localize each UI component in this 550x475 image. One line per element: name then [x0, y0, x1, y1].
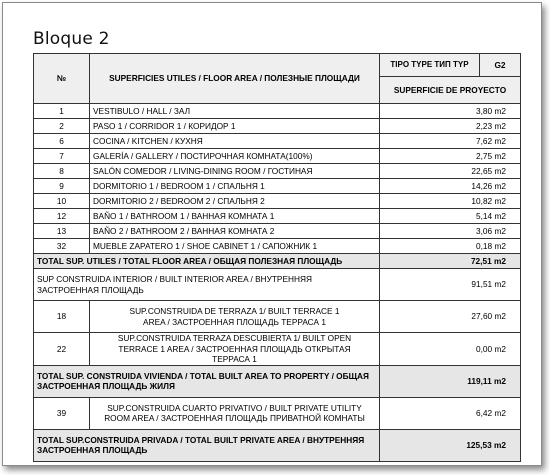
open-terrace-row [34, 333, 521, 366]
row-value: 5,14 m2 [380, 209, 521, 224]
row-number: 32 [34, 239, 90, 254]
private-utility-label: SUP.CONSTRUIDA CUARTO PRIVATIVO / BUILT PRIVATE UTILITY ROOM AREA / ЗАСТРОЕННАЯ ПЛОЩАДЬ ПРИВАТНОЙ КОМНАТЫ [90, 397, 380, 429]
row-name: PASO 1 / CORRIDOR 1 / КОРИДОР 1 [90, 119, 380, 134]
row-value: 3,06 m2 [380, 224, 521, 239]
terrace-row [34, 301, 521, 333]
row-value: 2,23 m2 [380, 119, 521, 134]
table-row [34, 119, 521, 134]
row-name: COCINA / KITCHEN / КУХНЯ [90, 134, 380, 149]
header-area: SUPERFICIES UTILES / FLOOR AREA / ПОЛЕЗНЫЕ ПЛОЩАДИ [90, 54, 380, 104]
block-title: Bloque 2 [33, 29, 110, 49]
total-built-private-label: TOTAL SUP.CONSTRUIDA PRIVADA / TOTAL BUILT PRIVATE AREA / ВНУТРЕННЯЯ ЗАСТРОЕННАЯ ПЛОЩАДЬ [34, 429, 380, 461]
table-row [34, 209, 521, 224]
row-number: 8 [34, 164, 90, 179]
row-number: 6 [34, 134, 90, 149]
row-name: BAÑO 1 / BATHROOM 1 / ВАННАЯ КОМНАТА 1 [90, 209, 380, 224]
row-name: DORMITORIO 2 / BEDROOM 2 / СПАЛЬНЯ 2 [90, 194, 380, 209]
row-number: 9 [34, 179, 90, 194]
table-row [34, 224, 521, 239]
private-utility-number: 39 [34, 397, 90, 429]
built-interior-row [34, 269, 521, 301]
row-number: 12 [34, 209, 90, 224]
row-name: MUEBLE ZAPATERO 1 / SHOE CABINET 1 / САПОЖНИК 1 [90, 239, 380, 254]
open-terrace-value: 0,00 m2 [380, 333, 521, 366]
header-type-label: TIPO TYPE ТИП TYP [380, 54, 480, 77]
row-name: DORMITORIO 1 / BEDROOM 1 / СПАЛЬНЯ 1 [90, 179, 380, 194]
row-value: 3,80 m2 [380, 104, 521, 119]
header-type-value: G2 [480, 54, 521, 77]
row-number: 2 [34, 119, 90, 134]
table-row [34, 104, 521, 119]
total-built-property-value: 119,11 m2 [380, 365, 521, 397]
private-utility-value: 6,42 m2 [380, 397, 521, 429]
table-row [34, 194, 521, 209]
built-interior-value: 91,51 m2 [380, 269, 521, 301]
header-number: № [34, 54, 90, 104]
terrace-label: SUP.CONSTRUIDA DE TERRAZA 1/ BUILT TERRACE 1 AREA / ЗАСТРОЕННАЯ ПЛОЩАДЬ ТЕРРАСА 1 [90, 301, 380, 333]
total-built-private-value: 125,53 m2 [380, 429, 521, 461]
row-name: SALÓN COMEDOR / LIVING-DINING ROOM / ГОСТИНАЯ [90, 164, 380, 179]
row-name: GALERÍA / GALLERY / ПОСТИРОЧНАЯ КОМНАТА(100%) [90, 149, 380, 164]
table-header-row [34, 54, 521, 77]
table-row [34, 179, 521, 194]
row-value: 2,75 m2 [380, 149, 521, 164]
total-built-property-row [34, 365, 521, 397]
total-built-property-label: TOTAL SUP. CONSTRUIDA VIVIENDA / TOTAL BUILT AREA TO PROPERTY / ОБЩАЯ ЗАСТРОЕННАЯ ПЛОЩАДЬ ЖИЛЯ [34, 365, 380, 397]
total-built-private-row [34, 429, 521, 461]
open-terrace-label: SUP.CONSTRUIDA TERRAZA DESCUBIERTA 1/ BUILT OPEN TERRACE 1 AREA / ЗАСТРОЕННАЯ ПЛОЩАДЬ ОТКРЫТАЯ ТЕРРАСА 1 [90, 333, 380, 366]
total-floor-area-value: 72,51 m2 [380, 254, 521, 269]
total-floor-area-row [34, 254, 521, 269]
row-value: 22,65 m2 [380, 164, 521, 179]
table-row [34, 149, 521, 164]
row-name: BAÑO 2 / BATHROOM 2 / ВАННАЯ КОМНАТА 2 [90, 224, 380, 239]
built-interior-label: SUP CONSTRUIDA INTERIOR / BUILT INTERIOR AREA / ВНУТРЕННЯЯ ЗАСТРОЕННАЯ ПЛОЩАДЬ [34, 269, 380, 301]
row-number: 10 [34, 194, 90, 209]
open-terrace-number: 22 [34, 333, 90, 366]
document-frame [2, 2, 542, 466]
row-value: 10,82 m2 [380, 194, 521, 209]
total-floor-area-label: TOTAL SUP. UTILES / TOTAL FLOOR AREA / ОБЩАЯ ПОЛЕЗНАЯ ПЛОЩАДЬ [34, 254, 380, 269]
private-utility-row [34, 397, 521, 429]
terrace-value: 27,60 m2 [380, 301, 521, 333]
table-row [34, 164, 521, 179]
row-value: 7,62 m2 [380, 134, 521, 149]
table-row [34, 134, 521, 149]
header-superficie: SUPERFICIE DE PROYECTO [380, 77, 521, 104]
terrace-number: 18 [34, 301, 90, 333]
table-row [34, 239, 521, 254]
row-value: 14,26 m2 [380, 179, 521, 194]
row-number: 13 [34, 224, 90, 239]
row-number: 1 [34, 104, 90, 119]
area-table [33, 53, 521, 462]
row-name: VESTIBULO / HALL / ЗАЛ [90, 104, 380, 119]
row-value: 0,18 m2 [380, 239, 521, 254]
row-number: 7 [34, 149, 90, 164]
